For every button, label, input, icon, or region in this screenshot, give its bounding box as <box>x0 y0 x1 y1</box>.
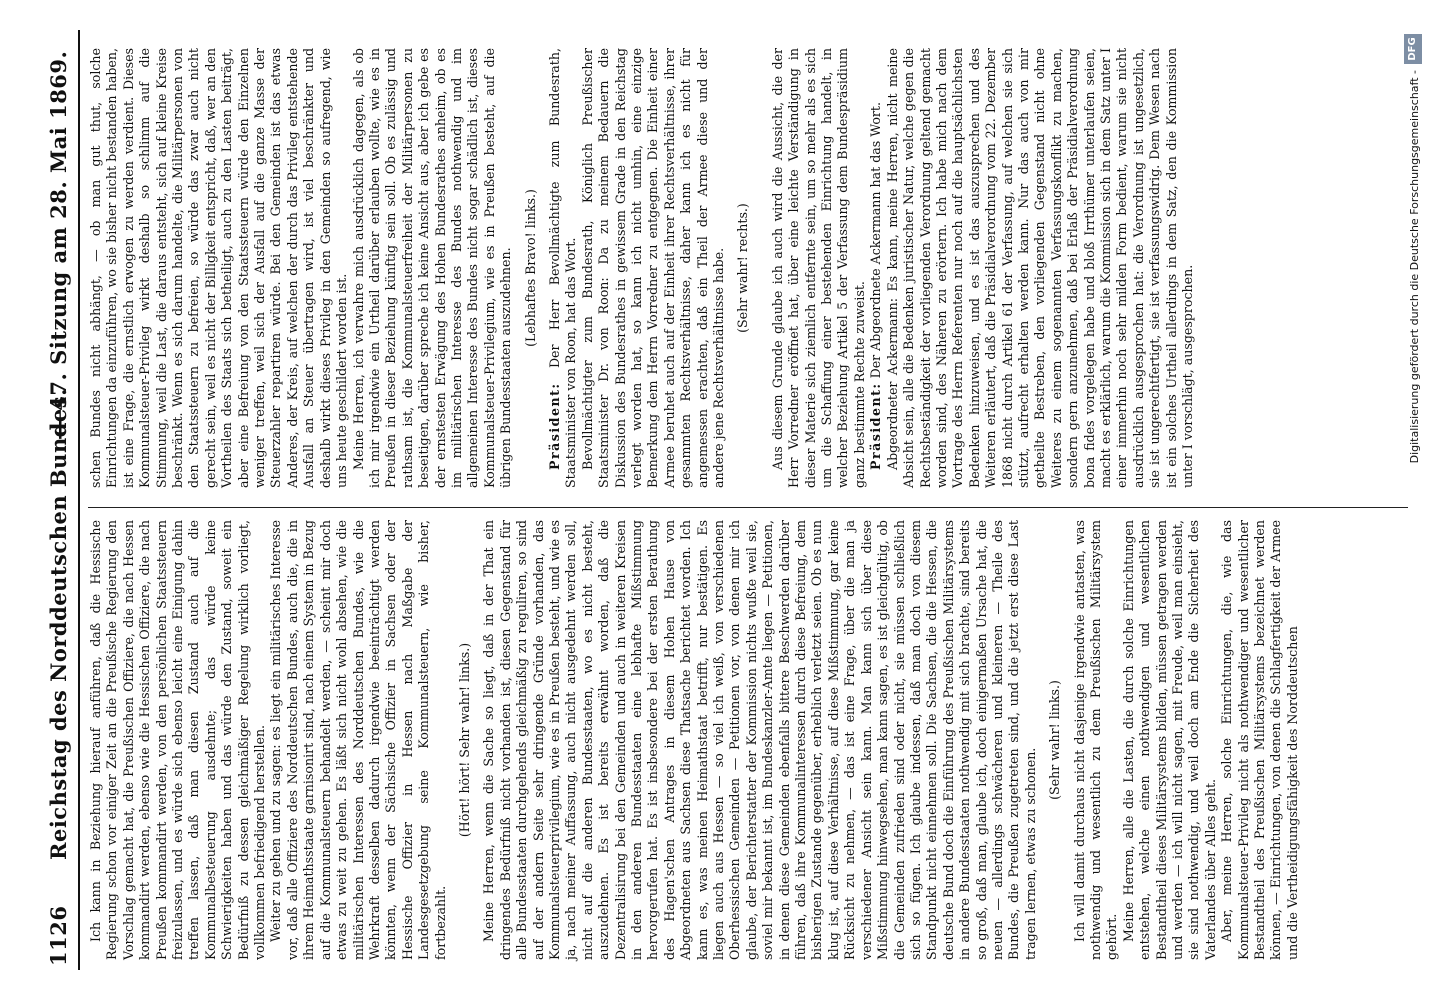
page-header <box>42 30 76 970</box>
paragraph: Ich kann in Beziehung hierauf anführen, daß die Hessische Regierung schon vor einiger Zeit an die Preußische Regierung den Vorschlag gemacht hat, die Preußischen Offiziere, die nach Hessen kommandirt werden, ebenso wie die Hessischen Offiziere, die nach Preußen kommandirt werden, von den persönlichen Staatssteuern freizulassen, und es würde sich ebenso leicht eine Einigung dahin treffen lassen, daß man diesen Zustand auch auf die Kommunalbesteuerung ausdehnte; das würde keine Schwierigkeiten haben und das würde den Zustand, soweit ein Bedürfniß zu dessen gleichmäßiger Regelung wirklich vorliegt, vollkommen befriedigend herstellen. <box>88 520 268 960</box>
paragraph: Bevollmächtigter zum Bundesrath, Königlich Preußischer Staatsminister Dr. von Roon: Da zu meinem Bedauern die Diskussion des Bundesrathes in gewissem Grade in den Reichstag verlegt worden hat, so kann ich nicht umhin, eine einzige Bemerkung dem Herrn Vorredner zu entgegnen. Die Einheit einer Armee beruhet auch auf der Einheit ihrer Rechtsverhältnisse, ihrer gesammten Rechtsverhältnisse, daher kann ich es nicht für angemessen erachten, daß ein Theil der Armee diese und der andere jene Rechtsverhältnisse habe. <box>579 48 727 488</box>
paragraph: Ich will damit durchaus nicht dasjenige irgendwie antasten, was nothwendig und wesentlich zu dem Preußischen Militärsystem gehört. <box>1071 520 1120 960</box>
paragraph: Aus diesem Grunde glaube ich auch wird die Aussicht, die der Herr Vorredner eröffnet hat, über eine leichte Verständigung in dieser Materie sich ziemlich entfernte sein, um so mehr als es sich um die Schaffung einer bestehenden Einrichtung handelt, in welcher Beziehung Artikel 5 der Verfassung dem Bundespräsidium ganz bestimmte Rechte zuweist. <box>769 48 867 488</box>
interjection: (Lebhaftes Bravo! links.) <box>522 189 538 347</box>
paragraph: Abgeordneter Ackermann: Es kann, meine Herren, nicht meine Absicht sein, alle die Bedenken juristischer Natur, welche gegen die Rechtsbeständigkeit der vorliegenden Verordnung geltend gemacht worden sind, des Näheren zu erörtern. Ich habe mich nach dem Vortrage des Herrn Referenten nur noch auf die hauptsächlichsten Bedenken hinzuweisen, und es ist das auszusprechen und des Weiteren erläutert, daß die Präsidialverordnung vom 22. Dezember 1868 nicht durch Artikel 61 der Verfassung, auf welchen sie sich stützt, aufrecht erhalten werden kann. Nur das auch von mir getheilte Bestreben, den vorliegenden Gegenstand nicht ohne Weiteres zu einem sogenannten Verfassungskonflikt zu machen, sondern gern anzunehmen, daß bei Erlaß der Präsidialverordnung bona fides vorgelegen habe und bloß Irrthümer unterlaufen seien, macht es erklärlich, warum die Kommission sich in dem Satz unter I einer immerhin noch sehr milden Form bedient, warum sie nicht ausdrücklich ausgesprochen hat: die Verordnung ist ungesetzlich, sie ist ungerechtfertigt, sie ist verfassungswidrig. Dem Wesen nach ist ein solches Urtheil allerdings in dem Satz, den die Kommission unter I vorschlägt, ausgesprochen. <box>884 48 1195 488</box>
interjection: (Hört! hört! Sehr wahr! links.) <box>456 642 472 838</box>
paragraph: Meine Herren, wenn die Sache so liegt, daß in der That ein dringendes Bedürfniß nicht vorhanden ist, diesen Gegenstand für alle Bundesstaaten durchgehends gleichmäßig zu reguliren, so sind auf der andern Seite sehr dringende Gründe vorhanden, das Kommunalsteuerprivilegium, wie es in Preußen besteht, und wie es ja, nach meiner Auffassung, auch nicht ausgedehnt werden soll, nicht auf die anderen Bundesstaaten, wo es nicht besteht, auszudehnen. Es ist bereits erwähnt worden, daß die Dezentralisirung bei den Gemeinden und auch in weiteren Kreisen in den anderen Bundesstaaten eine lebhafte Mißstimmung hervorgerufen hat. Es ist insbesondere bei der ersten Berathung des Hagen'schen Antrages in diesem Hohen Hause von Abgeordneten aus Sachsen diese Thatsache berichtet worden. Ich kann es, was meinen Heimathstaat betrifft, nur bestätigen. Es liegen auch aus Hessen — so viel ich weiß, von verschiedenen Oberhessischen Gemeinden — Petitionen vor, von denen mir ich glaube, der Berichterstatter der Kommission nichts wußte weil sie, soviel mir bekannt ist, im Bundeskanzler-Amte liegen — Petitionen, in denen diese Gemeinden ebenfalls bittere Beschwerden darüber führen, daß ihre Kommunalinteressen durch diese Befreiung, dem bisherigen Zustande gegenüber, erheblich verletzt seien. Ob es nun klug ist, auf diese Verhältnisse, auf diese Mißstimmung, gar keine Rücksicht zu nehmen, — das ist eine Frage, über die man ja verschiedener Ansicht sein kann. Man kann sich über diese Mißstimmung hinwegsehen, man kann sagen, es ist gleichgültig, ob die Gemeinden zufrieden sind oder nicht, sie müssen schließlich sich so fügen. Ich glaube indessen, daß man doch von diesem Standpunkt nicht einnehmen soll. Die Sachsen, die die Hessen, die deutsche Bund doch die Einführung des Preußischen Militärsystems in andere Bundesstaaten nothwendig mit sich brachte, sind bereits so groß, daß man, glaube ich, doch einigermaßen Ursache hat, die neuen — allerdings schwächeren und kleineren — Theile des Bundes, die Preußen zugetreten sind, und die jetzt erst diese Last tragen lernen, etwas zu schonen. <box>481 520 1038 960</box>
header-title-right: — 47. Sitzung am 28. Mai 1869. <box>46 50 71 440</box>
left-column <box>88 520 1300 960</box>
paragraph-text: Der Abgeordnete Ackermann hat das Wort. <box>868 101 884 379</box>
paragraph: Aber, meine Herren, solche Einrichtungen, die, wie das Kommunalsteuer-Privileg nicht als nothwendiger und wesentlicher Bestandtheil des Preußischen Militärsystems bezeichnet werden können, — Einrichtungen, von denen die Schlagfertigkeit der Armee und die Vertheidigungsfähigkeit des Norddeutschen <box>1219 520 1300 960</box>
digitization-credit: Digitalisierung gefördert durch die Deutsche Forschungsgemeinschaft - <box>1408 70 1421 464</box>
dfg-logo: DFG <box>1404 34 1422 64</box>
page-number: 1126 <box>46 905 71 966</box>
speaker-label: Präsident: <box>868 382 884 470</box>
speaker-label: Präsident: <box>546 382 562 470</box>
paragraph: schen Bundes nicht abhängt, — ob man gut thut, solche Einrichtungen da einzuführen, wo sie bisher nicht bestanden haben, ist eine Frage, die ernstlich erwogen zu werden verdient. Dieses Kommunalsteuer-Privileg wirkt deshalb so schlimm auf die Stimmung, weil die Last, die daraus entsteht, sich auf kleine Kreise beschränkt. Wenn es sich darum handelte, die Militärpersonen von den Staatssteuern zu befreien, so würde das zwar auch nicht gerecht sein, weil es nicht der Billigkeit entspricht, daß, wer an den Vortheilen des Staats sich betheiligt, auch zu den Lasten beiträgt, aber eine Befreiung von den Staatssteuern würde den Einzelnen weniger treffen, weil sich der Ausfall auf die ganze Masse der Steuerzahler repartiren würde. Bei den Gemeinden ist das etwas Anderes, der Kreis, auf welchen der durch das Privileg entstehende Ausfall an Steuer übertragen wird, ist viel beschränkter und deshalb wirkt dieses Privileg in den Gemeinden so aufregend, wie uns heute geschildert worden ist. <box>88 48 350 488</box>
paragraph: Meine Herren, ich verwahre mich ausdrücklich dagegen, als ob ich mir irgendwie ein Urtheil darüber erlauben wollte, wie es in Preußen in dieser Beziehung künftig sein soll. Ob es zulässig und rathsam ist, die Kommunalsteuerfreiheit der Militärpersonen zu beseitigen, darüber spreche ich keine Ansicht aus, aber ich gebe es der ernstesten Erwägung des Hohen Bundesrathes anheim, ob es im militärischen Interesse des Bundes nothwendig und im allgemeinen Interesse des Bundes nicht sogar schädlich ist, dieses Kommunalsteuer-Privilegium, wie es in Preußen besteht, auf die übrigen Bundesstaaten auszudehnen. <box>350 48 514 488</box>
interjection: (Sehr wahr! rechts.) <box>735 203 751 333</box>
paragraph-text: Der Herr Bevollmächtigte zum Bundesrath, Staatsminister von Roon, hat das Wort. <box>546 48 579 488</box>
interjection: (Sehr wahr! links.) <box>1047 680 1063 800</box>
paragraph: Weiter zu gehen und zu sagen: es liegt ein militärisches Interesse vor, daß alle Offiziere des Norddeutschen Bundes, auch die, die in ihrem Heimathsstaate garnisonirt sind, nach einem System in Bezug auf die Kommunalsteuern behandelt werden, — scheint mir doch etwas zu weit zu gehen. Es läßt sich nicht wohl absehen, wie die militärischen Interessen des Norddeutschen Bundes, wie die Wehrkraft desselben dadurch irgendwie beeinträchtigt werden könnten, wenn der Sächsische Offizier in Sachsen oder der Hessische Offizier in Hessen nach Maßgabe der Landesgesetzgebung seine Kommunalsteuern, wie bisher, fortbezahlt. <box>268 520 448 960</box>
paragraph <box>547 48 580 488</box>
header-title-left: Reichstag des Norddeutschen Bundes. <box>46 388 71 860</box>
page-footer <box>1404 30 1428 970</box>
right-column <box>88 48 1195 488</box>
column-divider <box>88 507 1408 508</box>
spacer <box>760 48 770 488</box>
header-rule <box>78 30 80 970</box>
paragraph: Meine Herren, alle die Lasten, die durch solche Einrichtungen entstehen, welche einen nothwendigen und wesentlichen Bestandtheil dieses Militärsystems bilden, müssen getragen werden und werden — ich will nicht sagen, mit Freude, weil man einsieht, sie sind nothwendig, und weil doch am Ende die Sicherheit des Vaterlandes über Alles geht. <box>1120 520 1218 960</box>
paragraph <box>868 48 884 488</box>
